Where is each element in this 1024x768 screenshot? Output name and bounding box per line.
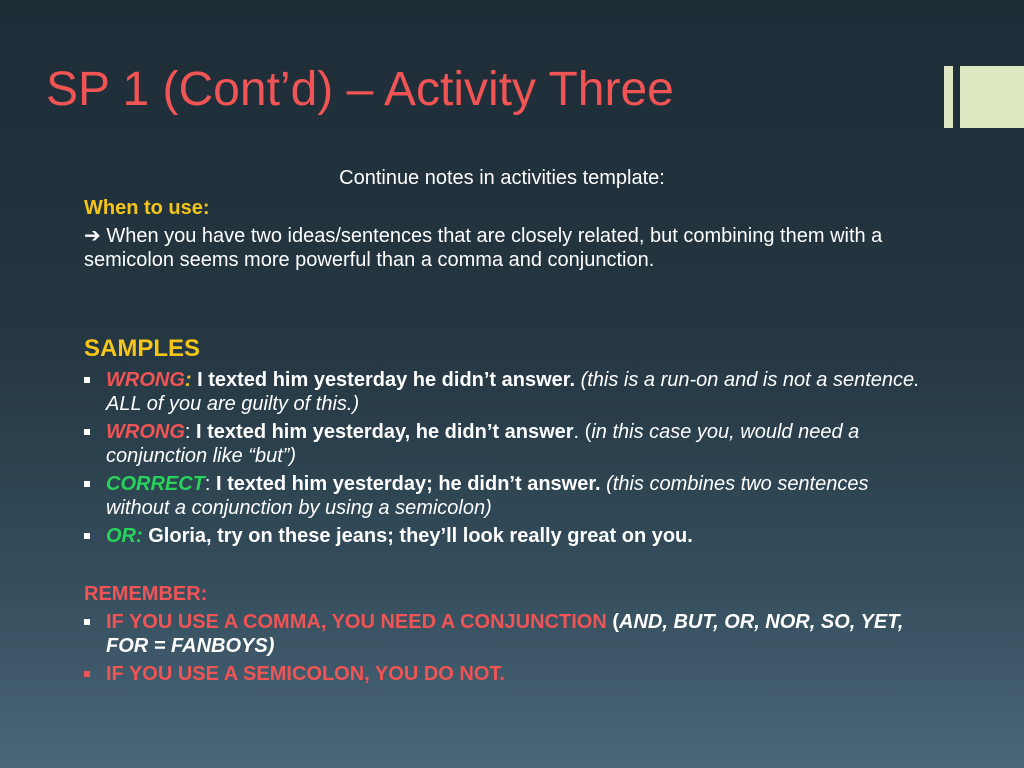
sample-comment: in this case you, would need a conjunction like “but”) bbox=[106, 421, 860, 467]
decorative-bar-thin bbox=[944, 66, 953, 128]
remember-item bbox=[84, 662, 934, 686]
square-bullet-icon bbox=[84, 619, 90, 625]
sample-sentence: I texted him yesterday he didn’t answer. bbox=[197, 369, 576, 391]
remember-text: IF YOU USE A SEMICOLON, YOU DO NOT. bbox=[106, 663, 505, 685]
sample-sentence: Gloria, try on these jeans; they’ll look really great on you. bbox=[148, 525, 693, 547]
square-bullet-icon bbox=[84, 481, 90, 487]
intro-text: Continue notes in activities template: bbox=[339, 167, 665, 189]
remember-heading: REMEMBER: bbox=[84, 583, 208, 605]
remember-item: IF YOU USE A COMMA, YOU NEED A CONJUNCTION (AND, BUT, OR, NOR, SO, YET, FOR = FANBOYS) bbox=[84, 610, 934, 658]
sample-item: WRONG: I texted him yesterday, he didn’t answer. (in this case you, would need a conjunction like “but”) bbox=[84, 420, 934, 468]
sample-comment: (this combines two sentences without a conjunction by using a semicolon) bbox=[106, 473, 869, 519]
sample-item bbox=[84, 524, 934, 548]
sample-item: WRONG: I texted him yesterday he didn’t answer. (this is a run-on and is not a sentence. ALL of you are guilty of this.) bbox=[84, 368, 934, 416]
remember-list: AND, BUT, OR, NOR, SO, YET, FOR = FANBOYS) bbox=[106, 611, 904, 657]
when-to-use-heading: When to use: bbox=[84, 197, 210, 219]
sample-comment: (this is a run-on and is not a sentence. ALL of you are guilty of this.) bbox=[106, 369, 920, 415]
square-bullet-icon bbox=[84, 377, 90, 383]
sample-item: CORRECT: I texted him yesterday; he didn’t answer. (this combines two sentences without a conjunction by using a semicolon) bbox=[84, 472, 934, 520]
sample-sentence: I texted him yesterday, he didn’t answer bbox=[196, 421, 574, 443]
sample-tag: WRONG bbox=[106, 369, 185, 391]
slide-title: SP 1 (Cont’d) – Activity Three bbox=[46, 63, 674, 116]
arrow-icon: ➔ bbox=[84, 225, 101, 247]
sample-tag: CORRECT bbox=[106, 473, 205, 495]
sample-tag: OR: bbox=[106, 525, 143, 547]
square-bullet-icon bbox=[84, 533, 90, 539]
square-bullet-icon bbox=[84, 671, 90, 677]
samples-heading: SAMPLES bbox=[84, 335, 201, 362]
when-to-use-text bbox=[84, 224, 934, 272]
sample-tag: WRONG bbox=[106, 421, 185, 443]
sample-sentence: I texted him yesterday; he didn’t answer. bbox=[216, 473, 601, 495]
decorative-bar-wide bbox=[960, 66, 1024, 128]
square-bullet-icon bbox=[84, 429, 90, 435]
when-to-use-description: When you have two ideas/sentences that are closely related, but combining them with a semicolon seems more powerful than a comma and conjunction. bbox=[84, 225, 883, 271]
remember-text: IF YOU USE A COMMA, YOU NEED A CONJUNCTION bbox=[106, 611, 607, 633]
